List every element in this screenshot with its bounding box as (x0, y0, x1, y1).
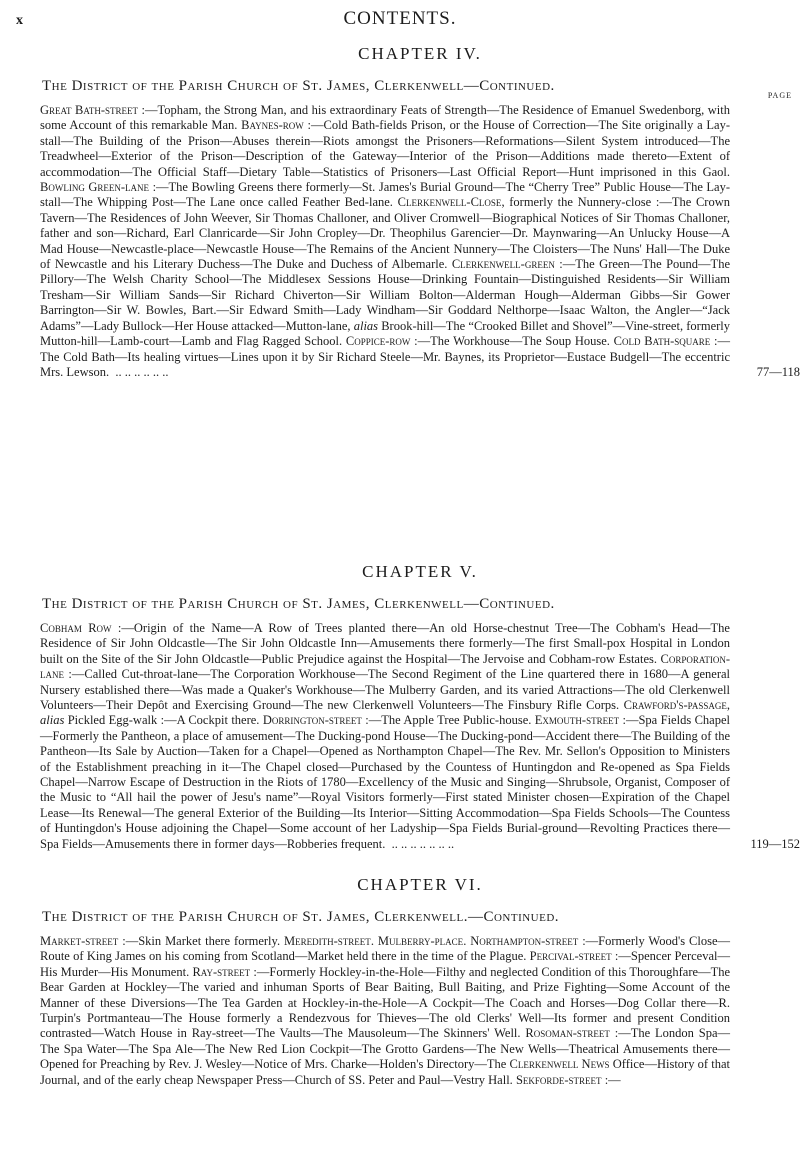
page-marker: x (16, 13, 23, 28)
street-name: Dorrington-street (262, 713, 362, 728)
synopsis-text: :— (601, 1072, 621, 1087)
street-name: Mulberry-place (377, 934, 464, 948)
chapter-body (40, 596, 800, 852)
page-column-heading: PAGE (767, 91, 792, 100)
chapter-synopsis (40, 934, 730, 1088)
chapter-body (40, 78, 800, 380)
synopsis-text: Brook-hill—The “Crooked Billet and Shovel”—Vine-street, formerly Mutton-hill—Lamb-court—Lamb and Flag Ragged School. (40, 318, 730, 349)
street-name: Great Bath-street (40, 103, 139, 117)
synopsis-text: , formerly the Nunnery-close :—The Crown Tavern—The Residences of John Weever, Sir Thomas Challoner, and Oliver Cromwell—Biographical Notices of Sir Thomas Challoner, father and son—Richard, Earl Clanricarde—Sir John Cropley—Dr. Theophilus Garencier—Dr. Maynwaring—An Unlucky House—A Mad House—Newcastle-place—Newcastle House—The Remains of the Ancient Nunnery—The Cloisters—The Nuns' Hall—The Duke of Newcastle and his Literary Duchess—The Duke and Duchess of Albemarle. (40, 195, 730, 272)
street-name: Clerkenwell-green (451, 257, 555, 272)
synopsis-text: Office—History of that Journal, and of the early cheap Newspaper Press—Church of SS. Peter and Paul—Vestry Hall. (40, 1057, 730, 1087)
chapter-title: CHAPTER V. (362, 562, 478, 581)
street-name: Meredith-street (284, 934, 371, 948)
chapter-5 (40, 562, 800, 852)
district-heading: The District of the Parish Church of St. James, Clerkenwell—Continued. (42, 78, 555, 94)
synopsis-text: , (726, 698, 730, 713)
chapter-4 (40, 44, 800, 380)
street-name: Corporation-lane (40, 651, 730, 682)
synopsis-text: . (370, 934, 378, 948)
street-name: Percival-street (529, 949, 612, 964)
district-heading: The District of the Parish Church of St. James, Clerkenwell.—Continued. (42, 909, 560, 925)
page-range: 77—118 (756, 364, 800, 379)
street-name: Clerkenwell-Close (397, 195, 502, 210)
street-name: Cold Bath-square (613, 334, 711, 349)
chapter-6 (40, 875, 800, 1088)
chapter-body (40, 909, 800, 1088)
synopsis-text: :—Spencer Perceval—His Murder—His Monument. (40, 949, 730, 979)
synopsis-text: :—Spa Fields Chapel—Formerly the Pantheon, a place of amusement—The Ducking-pond House—The Ducking-pond—Accident there—The Building of the Pantheon—Its Sale by Auction—Taken for a Chapel—Opened as Northampton Chapel—The Rev. Mr. Sellon's Opposition to Ministers of the Establishment preaching in it—The Chapel closed—Purchased by the Countess of Huntingdon and Re-opened as Spa Fields Chapel—Narrow Escape of Destruction in the Riots of 1780—Excellency of the Music and Singing—Shrubsole, Organist, Composer of the Music to “All hail the power of Jesu's name”—Royal Visitors formerly—First stated Minister chosen—Expiration of the Chapel Lease—Its Renewal—The general Exterior of the Building—Its Interior—Sitting Accommodation—Spa Fields Schools—The Countess of Huntingdon's House adjoining the Chapel—Some account of her Ladyship—Spa Fields Burial-ground—Revolting Practices there—Spa Fields—Amusements there in former days—Robberies frequent. .. .. .. .. .. .. .. (40, 713, 730, 851)
synopsis-text: :—Cold Bath-fields Prison, or the House of Correction—The Site originally a Lay-stall—The Building of the Prison—Abuses therein—Riots amongst the Prisoners—Reformations—Silent System introduced—The Treadwheel—Exterior of the Prison—Description of the Gateway—Interior of the Prison—Additions made thereto—Extent of accommodation—The Official Staff—Dietary Table—Statistics of Prisoners—Last Official Report—Hunt imprisoned in this Gaol. (40, 118, 730, 179)
synopsis-text: :—The Green—The Pound—The Pillory—The Welsh Charity School—The Middlesex Sessions House—Drinking Fountain—Distinguished Residents—Sir William Tresham—Sir William Sands—Sir Richard Chiverton—Sir William Bolton—Alderman Hough—Alderman Gibbs—Sir Gower Barrington—Sir W. Bowles, Bart.—Sir Edward Smith—Lady Windham—Sir Goddard Nelthorpe—Isaac Walton, the Angler—“Jack Adams”—Lady Bullock—Her House attacked—Mutton-lane, (40, 257, 730, 333)
synopsis-text: alias (40, 713, 65, 728)
street-name: Exmouth-street (534, 713, 620, 728)
street-name: Cobham Row (40, 621, 112, 635)
synopsis-text: :—The Cold Bath—Its healing virtues—Lines upon it by Sir Richard Steele—Mr. Baynes, its Proprietor—Eustace Budgell—The eccentric Mrs. Lewson. .. .. .. .. .. .. (40, 334, 730, 379)
synopsis-text: :—Formerly Wood's Close—Route of King James on his coming from Scotland—Market held there in the time of the Plague. (40, 934, 731, 964)
street-name: Market-street (40, 934, 119, 948)
synopsis-text: :—Called Cut-throat-lane—The Corporation Workhouse—The Second Regiment of the Line quartered there in 1680—A general Nursery established there—Was made a Quaker's Workhouse—The Mulberry Garden, and its varied Attractions—The old Clerkenwell Volunteers—Their Depôt and Exercising Ground—The new Clerkenwell Volunteers—The Finsbury Rifle Corps. (40, 667, 730, 713)
page-range: 119—152 (750, 836, 800, 851)
synopsis-text: :—The London Spa—The Spa Water—The Spa Ale—The New Red Lion Cockpit—The Grotto Gardens—The New Wells—Theatrical Amusements there—Opened for Preaching by Rev. J. Wesley—Notice of Mrs. Charke—Holden's Directory—The (40, 1026, 730, 1072)
synopsis-text: :—Skin Market there formerly. (118, 934, 285, 948)
synopsis-text: Pickled Egg-walk :—A Cockpit there. (64, 713, 263, 728)
chapter-synopsis (40, 103, 730, 380)
street-name: Rosoman-street (525, 1026, 610, 1041)
synopsis-text: :—The Workhouse—The Soup House. (410, 334, 614, 349)
synopsis-text: :—The Apple Tree Public-house. (361, 713, 535, 728)
synopsis-text: :—Formerly Hockley-in-the-Hole—Filthy and neglected Condition of this Thoroughfare—The Bear Garden at Hockley—The varied and inhuman Sports of Bear Baiting, Bull Baiting, and Prize Fighting—Some Account of the Manner of these Diversions—The Tea Garden at Hockley-in-the-Hole—A Cockpit—The Coach and Horses—Dog Collar there—R. Turpin's Portmanteau—The House formerly a Rendezvous for Thieves—The old Clerks' Well—Its former and present Condition contrasted—Watch House in Ray-street—The Vaults—The Mausoleum—The Skinners' Well. (40, 964, 730, 1041)
street-name: Coppice-row (345, 334, 411, 349)
street-name: Northampton-street (470, 934, 579, 948)
synopsis-text: :—The Bowling Greens there formerly—St. James's Burial Ground—The “Cherry Tree” Public House—The Lay-stall—The Whipping Post—The Lane once called Feather Bed-lane. (40, 180, 730, 210)
street-name: Bowling Green-lane (40, 180, 150, 195)
street-name: Sekforde-street (515, 1072, 602, 1087)
synopsis-text: . (463, 934, 471, 948)
chapter-title: CHAPTER VI. (357, 875, 483, 894)
chapter-synopsis (40, 621, 730, 852)
synopsis-text: alias (353, 318, 379, 333)
synopsis-text: :—Origin of the Name—A Row of Trees planted there—An old Horse-chestnut Tree—The Cobham's Head—The Residence of Sir John Oldcastle—The Sir John Oldcastle Inn—Amusements there formerly—The first Small-pox Hospital in London built on the Site of the Sir John Oldcastle—Public Prejudice against the Hospital—The Jervoise and Cobham-row Estates. (40, 621, 730, 666)
chapter-title: CHAPTER IV. (358, 44, 482, 63)
street-name: Crawford's-passage (623, 698, 727, 713)
street-name: Ray-street (192, 964, 251, 979)
street-name: Clerkenwell News (509, 1057, 610, 1072)
district-heading: The District of the Parish Church of St. James, Clerkenwell—Continued. (42, 596, 555, 612)
running-head: CONTENTS. (343, 8, 457, 29)
street-name: Baynes-row (241, 118, 304, 133)
synopsis-text: :—Topham, the Strong Man, and his extraordinary Feats of Strength—The Residence of Emanuel Swedenborg, with some Account of this remarkable Man. (40, 103, 730, 133)
